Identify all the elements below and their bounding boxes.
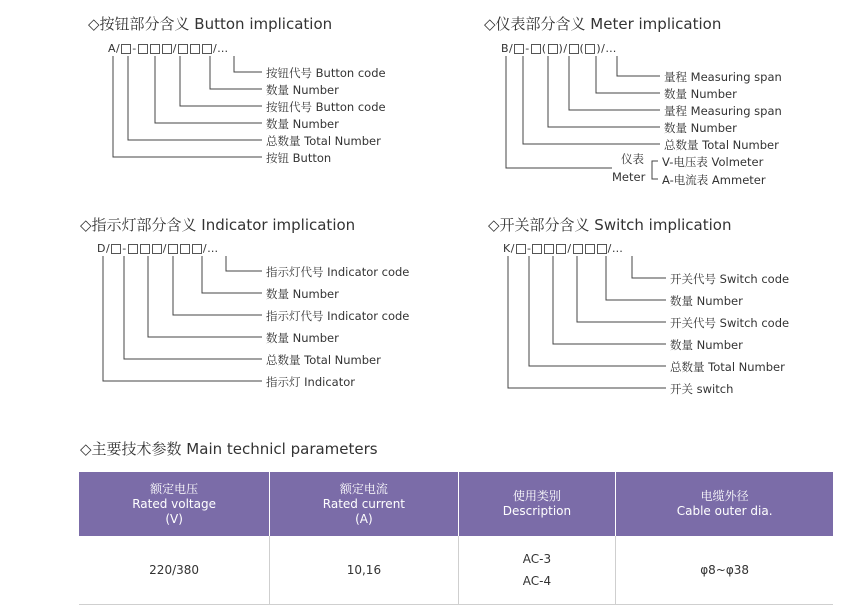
button-section-title: ◇按钮部分含义 Button implication [88, 15, 333, 33]
indicator-label: 指示灯代号 Indicator code [266, 309, 410, 323]
indicator-label: 数量 Number [266, 331, 339, 345]
meter-code-pattern: B/ - ( )/ ( )/… [501, 42, 617, 55]
button-label: 按钮代号 Button code [266, 100, 386, 114]
header-description-cn: 使用类别 [512, 489, 561, 503]
switch-label: 开关代号 Switch code [670, 316, 790, 330]
params-section-title: ◇主要技术参数 Main technicl parameters [80, 440, 378, 458]
header-voltage-en: Rated voltage [132, 496, 216, 511]
params-table [79, 472, 833, 605]
meter-label: 数量 Number [664, 87, 737, 101]
meter-type-volmeter: V-电压表 Volmeter [662, 155, 764, 169]
meter-type-label-en: Meter [612, 170, 646, 184]
button-label: 按钮 Button [266, 151, 332, 165]
cell-description-2: AC-4 [522, 574, 552, 588]
params-header-row [79, 472, 833, 536]
cell-cable-dia: φ8~φ38 [616, 536, 833, 605]
meter-label: 量程 Measuring span [664, 70, 782, 84]
switch-code-pattern: K/ - / /… [503, 242, 624, 255]
header-cable-dia [616, 472, 833, 536]
switch-label: 开关代号 Switch code [670, 272, 790, 286]
meter-type-label-cn: 仪表 [621, 152, 644, 166]
indicator-code-pattern: D/ - / /… [97, 242, 219, 255]
header-current-en: Rated current [322, 496, 406, 511]
header-description [458, 472, 616, 536]
switch-code-prefix: K [503, 242, 511, 255]
meter-label: 数量 Number [664, 121, 737, 135]
meter-label: 量程 Measuring span [664, 104, 782, 118]
meter-type-ammeter: A-电流表 Ammeter [662, 173, 766, 187]
header-cable-dia-en: Cable outer dia. [676, 504, 773, 518]
meter-section-title: ◇仪表部分含义 Meter implication [484, 15, 722, 33]
meter-label: 总数量 Total Number [664, 138, 779, 152]
cell-current: 10,16 [270, 536, 458, 605]
header-voltage-cn: 额定电压 [150, 481, 199, 496]
indicator-code-prefix: D [97, 242, 106, 255]
header-cable-dia-cn: 电缆外径 [700, 489, 749, 503]
indicator-label: 指示灯代号 Indicator code [266, 265, 410, 279]
cell-description-1: AC-3 [522, 552, 552, 566]
button-label: 数量 Number [266, 117, 339, 131]
switch-label: 开关 switch [670, 382, 734, 396]
indicator-label: 数量 Number [266, 287, 339, 301]
switch-section-title: ◇开关部分含义 Switch implication [488, 216, 732, 234]
header-current-unit: (A) [355, 511, 373, 526]
switch-label: 数量 Number [670, 294, 743, 308]
indicator-label: 总数量 Total Number [266, 353, 381, 367]
header-voltage-unit: (V) [165, 511, 183, 526]
button-label: 总数量 Total Number [266, 134, 381, 148]
switch-label: 总数量 Total Number [670, 360, 785, 374]
meter-code-prefix: B [501, 42, 510, 55]
header-current [270, 472, 458, 536]
cell-voltage: 220/380 [79, 536, 270, 605]
indicator-label: 指示灯 Indicator [266, 375, 355, 389]
switch-label: 数量 Number [670, 338, 743, 352]
button-label: 按钮代号 Button code [266, 66, 386, 80]
button-label: 数量 Number [266, 83, 339, 97]
button-code-pattern: A/ - / /… [108, 42, 229, 55]
header-voltage [79, 472, 270, 536]
header-current-cn: 额定电流 [339, 481, 388, 496]
header-description-en: Description [502, 504, 572, 518]
indicator-section-title: ◇指示灯部分含义 Indicator implication [80, 216, 356, 234]
cell-description [458, 536, 616, 605]
table-row [79, 536, 833, 605]
button-code-prefix: A [108, 42, 117, 55]
